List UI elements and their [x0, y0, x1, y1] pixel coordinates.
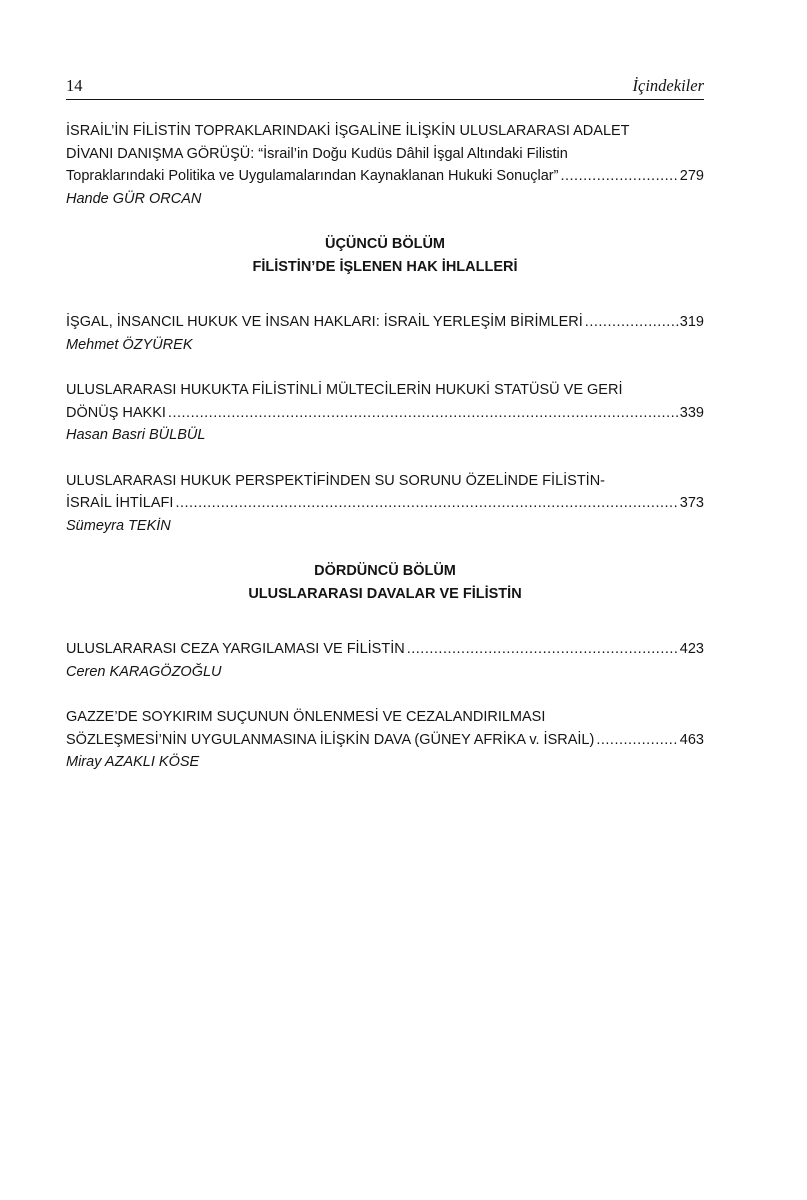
entry-page-number: 279 [679, 168, 704, 184]
entry-title-line: DÖNÜŞ HAKKI [66, 404, 166, 421]
entry-title-line: İSRAİL İHTİLAFI [66, 495, 174, 511]
entry-page-number: 423 [679, 641, 704, 657]
toc-entry[interactable] [66, 311, 704, 356]
entry-page-number: 373 [679, 495, 704, 511]
running-head [66, 76, 704, 98]
running-title: İçindekiler [632, 76, 704, 95]
section-number: DÖRDÜNCÜ BÖLÜM [314, 563, 456, 579]
entry-author: Ceren KARAGÖZOĞLU [66, 663, 222, 680]
entry-author: Miray AZAKLI KÖSE [66, 754, 200, 770]
entry-page-number: 463 [679, 731, 704, 748]
dot-leader [585, 311, 679, 334]
entry-title-line: Topraklarındaki Politika ve Uygulamalarından Kaynaklanan Hukuki Sonuçlar” [66, 168, 559, 184]
entry-last-line [66, 311, 704, 334]
entry-title-line: GAZZE’DE SOYKIRIM SUÇUNUN ÖNLENMESİ VE CEZALANDIRILMASI [66, 709, 546, 725]
section-title: FİLİSTİN’DE İŞLENEN HAK İHLALLERİ [252, 258, 518, 275]
entry-title-line: ULUSLARARASI HUKUKTA FİLİSTİNLİ MÜLTECİLERİN HUKUKİ STATÜSÜ VE GERİ [66, 382, 623, 398]
entry-title-line: ULUSLARARASI CEZA YARGILAMASI VE FİLİSTİN [66, 641, 405, 657]
entry-last-line [66, 492, 704, 515]
entry-title-line: İŞGAL, İNSANCIL HUKUK VE İNSAN HAKLARI: İSRAİL YERLEŞİM BİRİMLERİ [66, 314, 583, 330]
entry-page-number: 339 [679, 404, 704, 421]
toc-entry[interactable] [66, 706, 704, 774]
entry-author: Sümeyra TEKİN [66, 517, 171, 534]
dot-leader [560, 165, 678, 188]
toc-entry[interactable] [66, 379, 704, 447]
entry-last-line [66, 165, 704, 188]
section-title: ULUSLARARASI DAVALAR VE FİLİSTİN [248, 585, 522, 602]
dot-leader [175, 492, 678, 515]
entry-title-line: ULUSLARARASI HUKUK PERSPEKTİFİNDEN SU SORUNU ÖZELİNDE FİLİSTİN- [66, 472, 606, 489]
section-heading [66, 560, 704, 605]
toc-entry[interactable] [66, 120, 704, 210]
entry-title-line: DİVANI DANIŞMA GÖRÜŞÜ: “İsrail’in Doğu Kudüs Dâhil İşgal Altındaki Filistin [66, 145, 568, 162]
entry-last-line [66, 638, 704, 661]
toc-entry[interactable] [66, 638, 704, 683]
entry-author: Hande GÜR ORCAN [66, 190, 202, 207]
entry-page-number: 319 [679, 314, 704, 330]
entry-author: Hasan Basri BÜLBÜL [66, 427, 206, 443]
entry-last-line [66, 402, 704, 425]
header-rule [66, 99, 704, 100]
toc-entry[interactable] [66, 470, 704, 538]
entry-author: Mehmet ÖZYÜREK [66, 336, 193, 353]
entry-title-line: SÖZLEŞMESİ’NİN UYGULANMASINA İLİŞKİN DAVA (GÜNEY AFRİKA v. İSRAİL) [66, 731, 595, 748]
dot-leader [596, 729, 678, 752]
table-of-contents [66, 120, 704, 797]
section-number: ÜÇÜNCÜ BÖLÜM [324, 236, 445, 252]
dot-leader [168, 402, 679, 425]
page-number: 14 [66, 76, 83, 95]
entry-title-line: İSRAİL’İN FİLİSTİN TOPRAKLARINDAKİ İŞGALİNE İLİŞKİN ULUSLARARASI ADALET [66, 123, 630, 139]
entry-last-line [66, 729, 704, 752]
book-page [66, 0, 704, 1200]
dot-leader [407, 638, 679, 661]
section-heading [66, 233, 704, 278]
